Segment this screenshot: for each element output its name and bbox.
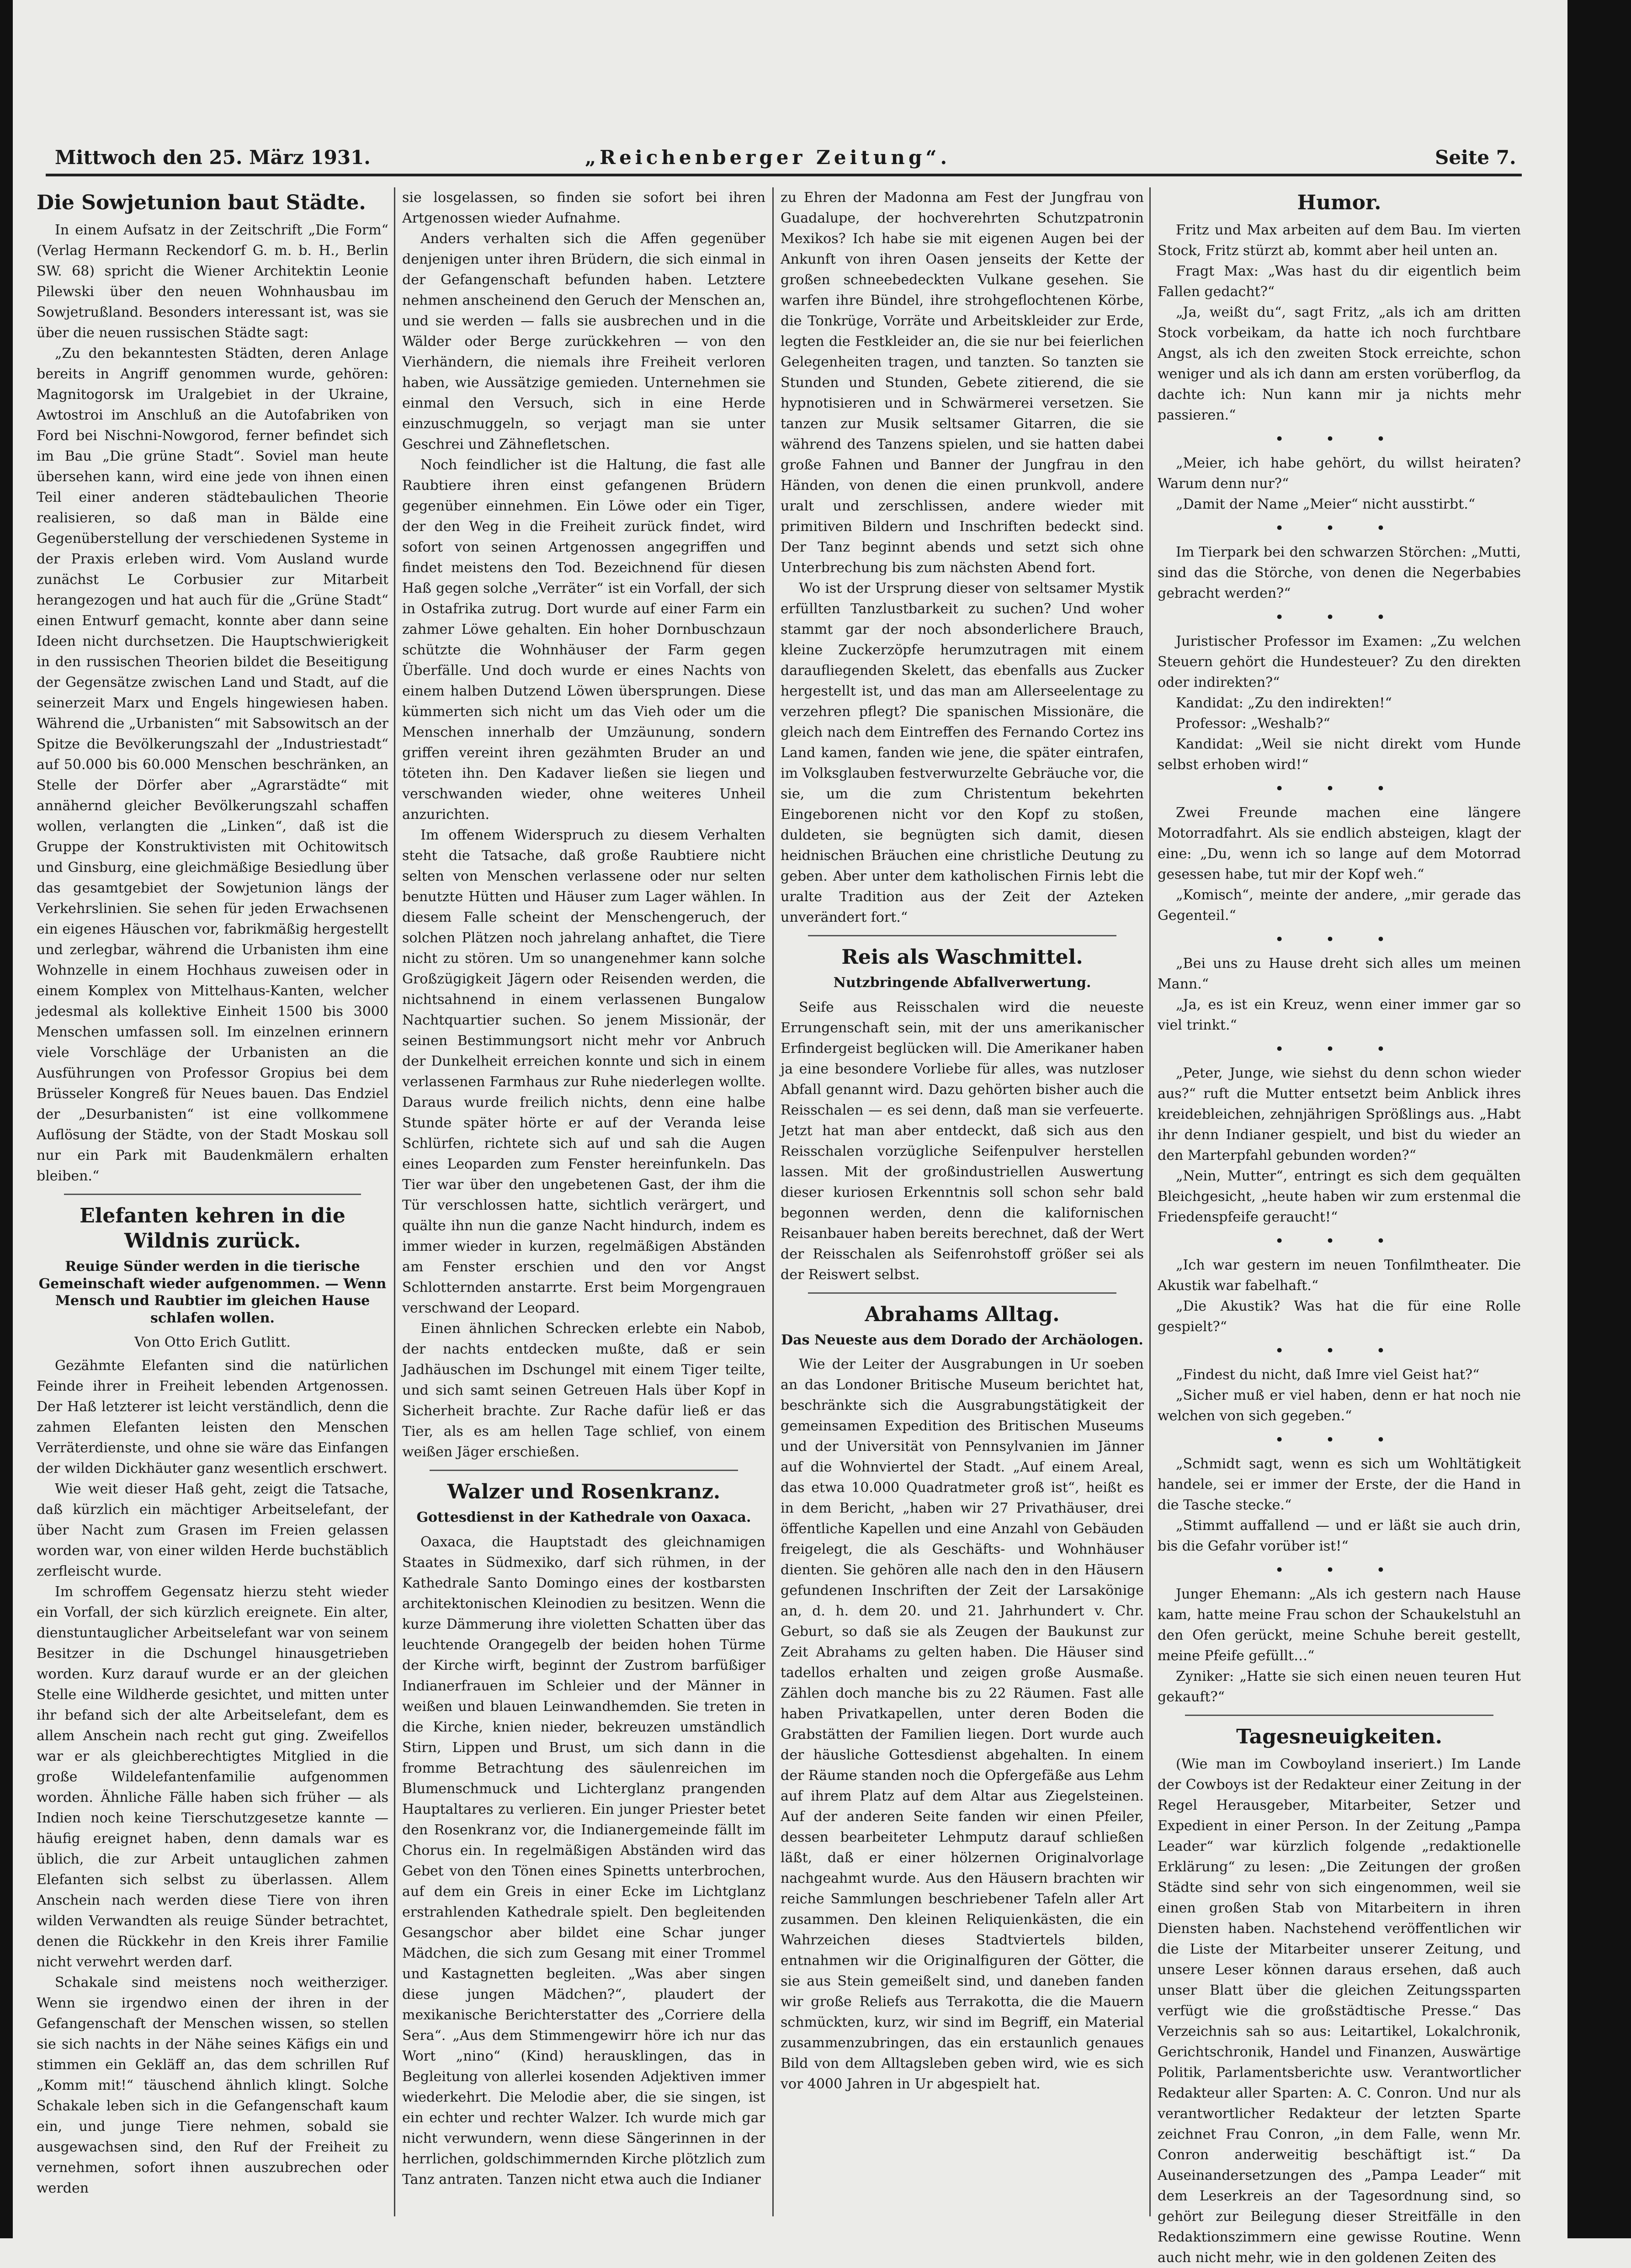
joke-line: Junger Ehemann: „Als ich gestern nach Hause kam, hatte meine Frau schon der Schaukelstuhl an den Ofen gerückt, meine Schuhe bereit gestellt, meine Pfeife gefüllt…“ bbox=[1158, 1586, 1521, 1664]
column-1 bbox=[37, 187, 388, 2216]
article-subheadline: Reuige Sünder werden in die tierische Gemeinschaft wieder aufgenommen. — Wenn Mensch und Raubtier im gleichen Hause schlafen wollen. bbox=[38, 1259, 387, 1326]
joke-line: „Stimmt auffallend — und er läßt sie auch drin, bis die Gefahr vorüber ist!“ bbox=[1158, 1518, 1521, 1554]
joke-divider: • • • bbox=[1275, 1561, 1404, 1579]
joke-line: Juristischer Professor im Examen: „Zu welchen Steuern gehört die Hundesteuer? Zu den direkten oder indirekten?“ bbox=[1158, 633, 1521, 690]
article-headline: Humor. bbox=[1297, 191, 1381, 214]
joke-divider: • • • bbox=[1275, 430, 1404, 448]
joke-divider: • • • bbox=[1275, 1232, 1404, 1250]
joke-divider: • • • bbox=[1275, 1431, 1404, 1449]
joke-line: „Komisch“, meinte der andere, „mir gerade das Gegenteil.“ bbox=[1158, 887, 1521, 924]
column-3 bbox=[781, 187, 1144, 2216]
newspaper-name: „Reichenberger Zeitung“. bbox=[585, 146, 951, 169]
issue-date: Mittwoch den 25. März 1931. bbox=[55, 146, 371, 169]
joke-line: „Ich war gestern im neuen Tonfilmtheater. Die Akustik war fabelhaft.“ bbox=[1158, 1257, 1521, 1294]
article-paragraph: Noch feindlicher ist die Haltung, die fast alle Raubtiere ihren einst gefangenen Brüdern gegenüber einnehmen. Ein Löwe oder ein Tiger, der den Weg in die Freiheit zurück findet, wird sofort von seinen Artgenossen angegriffen und findet meistens den Tod. Bezeichnend für diesen Haß gegen solche „Verräter“ ist ein Vorfall, der sich in Ostafrika zutrug. Dort wurde auf einer Farm ein zahmer Löwe gehalten. Ein hoher Dornbuschzaun schützte die Wohnhäuser der Farm gegen Überfälle. Und doch wurde er eines Nachts von einem halben Dutzend Löwen übersprungen. Diese kümmerten sich nicht um das Vieh oder um die Menschen innerhalb der Umzäunung, sondern griffen vereint ihren gezähmten Bruder an und töteten ihn. Den Kadaver ließen sie liegen und verschwanden wieder, ohne weiteres Unheil anzurichten. bbox=[402, 457, 765, 823]
article-paragraph: Oaxaca, die Hauptstadt des gleichnamigen Staates in Südmexiko, darf sich rühmen, in der Kathedrale Santo Domingo eines der kostbarsten architektonischen Kleinodien zu besitzen. Wenn die kurze Dämmerung ihre violetten Schatten über das leuchtende Orangegelb der beiden hohen Türme der Kirche wirft, beginnt der Zustrom barfüßiger Indianerfrauen im Schleier und der Männer in weißen und blauen Leinwandhemden. Sie treten in die Kirche, knien nieder, bekreuzen umständlich Stirn, Lippen und Brust, um sich dann in die fromme Betrachtung des säulenreichen im Blumenschmuck und Lichterglanz prangenden Hauptaltares zu verlieren. Ein junger Priester betet den Rosenkranz vor, die Indianergemeinde fällt im Chorus ein. In regelmäßigen Abständen wird das Gebet von den Tönen eines Spinetts unterbrochen, auf dem ein Greis in einer Ecke im Lichtglanz erstrahlenden Kathedrale spielt. Den begleitenden Gesangschor aber bildet eine Schar junger Mädchen, die sich zum Gesang mit einer Trommel und Kastagnetten begleiten. „Was aber singen diese jungen Mädchen?“, plaudert der mexikanische Berichterstatter des „Corriere della Sera“. „Aus dem Stimmengewirr höre ich nur das Wort „nino“ (Kind) herausklingen, das in Begleitung von allerlei kosenden Adjektiven immer wiederkehrt. Die Melodie aber, die sie singen, ist ein echter und rechter Walzer. Ich wurde mich gar nicht verwundern, wenn diese Sängerinnen in der herrlichen, goldschimmernden Kirche plötzlich zum Tanz antraten. Tanzen nicht etwa auch die Indianer bbox=[402, 1534, 765, 2188]
joke-line: „Ja, es ist ein Kreuz, wenn einer immer gar so viel trinkt.“ bbox=[1158, 997, 1521, 1033]
article-paragraph: Einen ähnlichen Schrecken erlebte ein Nabob, der nachts entdecken mußte, daß er sein Jadhäuschen im Dschungel mit einem Tiger teilte, und sich samt seinen Getreuen Hals über Kopf in Sicherheit brachte. Zur Rache dafür ließ er das Tier, als es am hellen Tage schlief, von einem weißen Jäger erschießen. bbox=[402, 1321, 765, 1460]
article-headline: Abrahams Alltag. bbox=[865, 1302, 1060, 1326]
article-subheadline: Nutzbringende Abfallverwertung. bbox=[833, 975, 1091, 991]
joke-divider: • • • bbox=[1275, 1342, 1404, 1360]
column-rule bbox=[1149, 187, 1151, 2216]
joke-divider: • • • bbox=[1275, 1040, 1404, 1058]
article-headline: Tagesneuigkeiten. bbox=[1236, 1725, 1442, 1748]
joke-divider: • • • bbox=[1275, 780, 1404, 798]
article-headline: Walzer und Rosenkranz. bbox=[447, 1480, 721, 1503]
article-headline: Elefanten kehren in die Wildnis zurück. bbox=[80, 1204, 345, 1253]
column-2 bbox=[402, 187, 765, 2216]
article-paragraph: (Wie man im Cowboyland inseriert.) Im Lande der Cowboys ist der Redakteur einer Zeitung in der Regel Herausgeber, Mitarbeiter, Setzer und Expedient in einer Person. In der Zeitung „Pampa Leader“ war kürzlich folgende „redaktionelle Erklärung“ zu lesen: „Die Zeitungen der großen Städte sind sehr von sich eingenommen, weil sie einen großen Stab von Mitarbeitern in ihren Diensten haben. Nachstehend veröffentlichen wir die Liste der Mitarbeiter unserer Zeitung, und unsere Leser können daraus ersehen, daß auch unser Blatt über die gleichen Zeitungssparten verfügt wie die großstädtische Presse.“ Das Verzeichnis sah so aus: Leitartikel, Lokalchronik, Gerichtschronik, Handel und Finanzen, Auswärtige Politik, Parlamentsberichte usw. Verantwortlicher Redakteur aller Sparten: A. C. Conron. Und nur als verantwortlicher Redakteur der letzten Sparte zeichnet Frau Conron, „in dem Falle, wenn Mr. Conron anderweitig beschäftigt ist.“ Da Auseinandersetzungen des „Pampa Leader“ mit dem Leserkreis an der Tagesordnung sind, so gehört zur Beilegung dieser Streitfälle in den Redaktionszimmern eine gewisse Routine. Wenn auch nicht mehr, wie in den goldenen Zeiten des bbox=[1158, 1756, 1521, 2266]
joke-line: „Peter, Junge, wie siehst du denn schon wieder aus?“ ruft die Mutter entsetzt beim Anblick ihres kreidebleichen, zehnjährigen Sprößlings aus. „Habt ihr denn Indianer gespielt, und bist du wieder an den Marterpfahl gebunden worden?“ bbox=[1158, 1065, 1521, 1163]
article-paragraph: Gezähmte Elefanten sind die natürlichen Feinde ihrer in Freiheit lebenden Artgenossen. Der Haß letzterer ist leicht verständlich, denn die zahmen Elefanten leisten den Menschen Verräterdienste, und ohne sie wäre das Einfangen der wilden Dickhäuter ganz wesentlich erschwert. bbox=[37, 1358, 388, 1477]
article-paragraph: sie losgelassen, so finden sie sofort bei ihren Artgenossen wieder Aufnahme. bbox=[402, 190, 765, 226]
column-rule bbox=[394, 187, 395, 2216]
article-paragraph: Im offenem Widerspruch zu diesem Verhalten steht die Tatsache, daß große Raubtiere nicht selten von Menschen verlassene oder nur selten benutzte Hütten und Häuser zum Lager wählen. In diesem Falle scheint der Menschengeruch, der solchen Plätzen noch jahrelang anhaftet, die Tiere nicht zu stören. Um so unangenehmer kann solche Großzügigkeit Jägern oder Reisenden werden, die nichtsahnend in einem verlassenen Bungalow Nachtquartier suchen. So jenem Missionär, der seinen Bestimmungsort nicht mehr vor Anbruch der Dunkelheit erreichen konnte und sich in einem verlassenen Farmhaus zur Ruhe niederlegen wollte. Daraus wurde freilich nichts, denn eine halbe Stunde später hörte er auf der Veranda leise Schlürfen, richtete sich auf und sah die Augen eines Leoparden zum Fenster hereinfunkeln. Das Tier war über den ungebetenen Gast, der ihm die Tür verschlossen hatte, sichtlich verärgert, und quälte ihn nun die ganze Nacht hindurch, indem es immer wieder in kurzen, regelmäßigen Abständen am Fenster erschien und den vor Angst Schlotternden anstarrte. Erst beim Morgengrauen verschwand der Leopard. bbox=[402, 827, 765, 1316]
joke-line: „Die Akustik? Was hat die für eine Rolle gespielt?“ bbox=[1158, 1298, 1521, 1335]
joke-line: „Sicher muß er viel haben, denn er hat noch nie welchen von sich gegeben.“ bbox=[1158, 1387, 1521, 1424]
joke-line: Zyniker: „Hatte sie sich einen neuen teuren Hut gekauft?“ bbox=[1158, 1668, 1521, 1705]
joke-line: „Nein, Mutter“, entringt es sich dem gequälten Bleichgesicht, „heute haben wir zum erstenmal die Friedenspfeife geraucht!“ bbox=[1158, 1168, 1521, 1225]
joke-line: Im Tierpark bei den schwarzen Störchen: „Mutti, sind das die Störche, von denen die Negerbabies gebracht werden?“ bbox=[1158, 544, 1521, 601]
joke-line: „Bei uns zu Hause dreht sich alles um meinen Mann.“ bbox=[1158, 956, 1521, 992]
article-separator bbox=[64, 1194, 361, 1195]
page-number: Seite 7. bbox=[1435, 146, 1516, 169]
joke-line: Fritz und Max arbeiten auf dem Bau. Im vierten Stock, Fritz stürzt ab, kommt aber heil unten an. bbox=[1158, 222, 1521, 259]
article-separator bbox=[1185, 1715, 1493, 1716]
joke-line: Professor: „Weshalb?“ bbox=[1176, 716, 1330, 732]
article-paragraph: Im schroffem Gegensatz hierzu steht wieder ein Vorfall, der sich kürzlich ereignete. Ein alter, dienstuntauglicher Arbeitselefant war von seinem Besitzer in die Dschungel hinausgetrieben worden. Kurz darauf wurde er an der gleichen Stelle eine Wildherde gesichtet, und mitten unter ihr befand sich der alte Arbeitselefant, dem es allem Anschein nach recht gut ging. Zweifellos war er als gleichberechtigtes Mitglied in die große Wildelefantenfamilie aufgenommen worden. Ähnliche Fälle haben sich früher — als Indien noch keine Tierschutzgesetze kannte — häufig ereignet haben, denn damals war es üblich, die zur Arbeit untauglichen zahmen Elefanten sich selbst zu überlassen. Allem Anschein nach werden diese Tiere von ihren wilden Verwandten als reuige Sünder betrachtet, denen die Rückkehr in den Kreis ihrer Familie nicht verwehrt werden darf. bbox=[37, 1584, 388, 1970]
joke-line: Kandidat: „Weil sie nicht direkt vom Hunde selbst erhoben wird!“ bbox=[1158, 736, 1521, 773]
article-separator bbox=[808, 935, 1116, 936]
header-rule bbox=[46, 174, 1522, 176]
article-separator bbox=[808, 1292, 1116, 1294]
article-headline: Die Sowjetunion baut Städte. bbox=[37, 191, 366, 214]
article-paragraph: Wie weit dieser Haß geht, zeigt die Tatsache, daß kürzlich ein mächtiger Arbeitselefant, der über Nacht zum Grasen im Freien gelassen worden war, von einer wilden Herde buchstäblich zerfleischt wurde. bbox=[37, 1481, 388, 1579]
joke-line: „Findest du nicht, daß Imre viel Geist hat?“ bbox=[1176, 1367, 1480, 1383]
joke-line: „Damit der Name „Meier“ nicht ausstirbt.“ bbox=[1176, 496, 1476, 512]
article-subheadline: Gottesdienst in der Kathedrale von Oaxaca. bbox=[416, 1509, 751, 1525]
article-subheadline: Das Neueste aus dem Dorado der Archäologen. bbox=[781, 1332, 1143, 1348]
joke-line: Kandidat: „Zu den indirekten!“ bbox=[1176, 695, 1392, 711]
scan-edge-right bbox=[1567, 0, 1631, 2238]
article-paragraph: Seife aus Reisschalen wird die neueste Errungenschaft sein, mit der uns amerikanischer Erfindergeist beglücken will. Die Amerikaner haben ja eine besondere Vorliebe für alles, was nutzloser Abfall genannt wird. Dazu gehörten bisher auch die Reisschalen — es sei denn, daß man sie verfeuerte. Jetzt hat man aber entdeckt, daß sich aus den Reisschalen vorzügliche Seifenpulver herstellen lassen. Mit der großindustriellen Auswertung dieser kuriosen Erkenntnis soll schon sehr bald begonnen werden, denn die kalifornischen Reisanbauer haben bereits berechnet, daß der Wert der Reisschalen als Seifenrohstoff größer sei als der Reiswert selbst. bbox=[781, 999, 1144, 1283]
joke-line: Zwei Freunde machen eine längere Motorradfahrt. Als sie endlich absteigen, klagt der eine: „Du, wenn ich so lange auf dem Motorrad gesessen habe, tut mir der Kopf weh.“ bbox=[1158, 805, 1521, 882]
joke-divider: • • • bbox=[1275, 519, 1404, 537]
joke-divider: • • • bbox=[1275, 608, 1404, 627]
article-paragraph: Anders verhalten sich die Affen gegenüber denjenigen unter ihren Brüdern, die sich einmal in der Gefangenschaft befunden haben. Letztere nehmen anscheinend den Geruch der Menschen an, und sie werden — falls sie ausbrechen und in die Wälder oder Berge zurückkehren — von den Vierhändern, die niemals ihre Freiheit verloren haben, wie Aussätzige gemieden. Unternehmen sie einmal den Versuch, sich in eine Herde einzuschmuggeln, so verjagt man sie unter Geschrei und Zähnefletschen. bbox=[402, 231, 765, 452]
column-4 bbox=[1158, 187, 1521, 2266]
joke-line: „Ja, weißt du“, sagt Fritz, „als ich am dritten Stock vorbeikam, da hatte ich noch furchtbare Angst, als ich den zweiten Stock erreichte, schon weniger und als ich dann am ersten vorüberflog, da dachte ich: Nun kann mir ja nichts mehr passieren.“ bbox=[1158, 304, 1521, 423]
joke-line: „Schmidt sagt, wenn es sich um Wohltätigkeit handele, sei er immer der Erste, der die Hand in die Tasche stecke.“ bbox=[1158, 1456, 1521, 1513]
article-paragraph: Wie der Leiter der Ausgrabungen in Ur soeben an das Londoner Britische Museum berichtet hat, beschränkte sich die Ausgrabungstätigkeit der gemeinsamen Expedition des Britischen Museums und der Universität von Pennsylvanien im Jänner auf die Wohnviertel der Stadt. „Auf einem Areal, das etwa 10.000 Quadratmeter groß ist“, heißt es in dem Bericht, „haben wir 27 Privathäuser, drei öffentliche Kapellen und eine Anzahl von Gebäuden freigelegt, die als Geschäfts- und Wohnhäuser dienten. Sie gehören alle nach den in den Häusern gefundenen Inschriften der Zeit der Larsakönige an, d. h. dem 20. und 21. Jahrhundert v. Chr. Geburt, so daß sie als Zeugen der Baukunst zur Zeit Abrahams zu gelten haben. Die Häuser sind tadellos erhalten und zeigen große Ausmaße. Zählen doch manche bis zu 22 Räumen. Fast alle haben Privatkapellen, unter deren Boden die Grabstätten der Familien liegen. Dort wurde auch der häusliche Gottesdienst abgehalten. In einem der Räume standen noch die Opfergefäße aus Lehm auf ihrem Platz auf dem Altar aus Ziegelsteinen. Auf der anderen Seite fanden wir einen Pfeiler, dessen bearbeiteter Lehmputz darauf schließen läßt, daß er einer hölzernen Originalvorlage nachgeahmt wurde. Aus den Häusern brachten wir reiche Sammlungen beschriebener Tafeln aller Art zusammen. Den kleinen Reliquienkästen, die ein Wahrzeichen dieses Stadtviertels bilden, entnahmen wir die Originalfiguren der Götter, die sie aus Stein gemeißelt sind, und daneben fanden wir große Reliefs aus Terrakotta, die die Mauern schmückten, kurz, wir sind im Begriff, ein Material zusammenzubringen, das ein erstaunlich genaues Bild von dem Alltagsleben geben wird, wie es sich vor 4000 Jahren in Ur abgespielt hat. bbox=[781, 1356, 1144, 2092]
article-headline: Reis als Waschmittel. bbox=[841, 945, 1083, 969]
joke-line: „Meier, ich habe gehört, du willst heiraten? Warum denn nur?“ bbox=[1158, 455, 1521, 492]
joke-divider: • • • bbox=[1275, 930, 1404, 949]
article-byline: Von Otto Erich Gutlitt. bbox=[134, 1334, 291, 1350]
column-rule bbox=[772, 187, 774, 2216]
scan-edge-left bbox=[0, 0, 13, 2238]
article-paragraph: „Zu den bekanntesten Städten, deren Anlage bereits in Angriff genommen wurde, gehören: Magnitogorsk im Uralgebiet in der Ukraine, Awtostroi im Anschluß an die Autofabriken von Ford bei Nischni-Nowgorod, ferner befindet sich im Bau „Die grüne Stadt“. Soviel man heute übersehen kann, wird eine jede von ihnen einen Teil einer anderen städtebaulichen Theorie realisieren, so daß man in Bälde eine Gegenüberstellung der verschiedenen Systeme in der Praxis erleben wird. Vom Ausland wurde zunächst Le Corbusier zur Mitarbeit herangezogen und hat auch für die „Grüne Stadt“ einen Entwurf gemacht, konnte aber dann seine Ideen nicht durchsetzen. Die Hauptschwierigkeit in den russischen Theorien bildet die Beseitigung der Gegensätze zwischen Land und Stadt, auf die seinerzeit Marx und Engels hingewiesen haben. Während die „Urbanisten“ mit Sabsowitsch an der Spitze die Bevölkerungszahl der „Industriestadt“ auf 50.000 bis 60.000 Menschen beschränken, an Stelle der Dörfer aber „Agrarstädte“ mit annähernd gleicher Bevölkerungszahl schaffen wollen, verlangten die „Linken“, daß ist die Gruppe der Konstruktivisten mit Ochitowitsch und Ginsburg, eine gleichmäßige Besiedlung über das gesamtgebiet der Sowjetunion längs der Verkehrslinien. Sie sehen für jeden Erwachsenen ein eigenes Häuschen vor, fabrikmäßig hergestellt und zerlegbar, während die Urbanisten ihm eine Wohnzelle in einem Hochhaus zuweisen oder in einem Komplex von Mittelhaus-Kanten, welcher jedesmal als kollektive Einheit 1500 bis 3000 Menschen umfassen soll. Im einzelnen erinnern viele Vorschläge der Urbanisten an die Ausführungen von Professor Gropius bei dem Brüsseler Kongreß für Neues bauen. Das Endziel der „Desurbanisten“ ist eine vollkommene Auflösung der Städte, von der Stadt Moskau soll nur ein Park mit Baudenkmälern erhalten bleiben.“ bbox=[37, 345, 388, 1184]
article-paragraph: In einem Aufsatz in der Zeitschrift „Die Form“ (Verlag Hermann Reckendorf G. m. b. H., Berlin SW. 68) spricht die Wiener Architektin Leonie Pilewski über den neuen Wohnhausbau im Sowjetrußland. Besonders interessant ist, was sie über die neuen russischen Städte sagt: bbox=[37, 222, 388, 341]
article-paragraph: Schakale sind meistens noch weitherziger. Wenn sie irgendwo einen der ihren in der Gefangenschaft der Menschen wissen, so stellen sie sich nachts in der Nähe seines Käfigs ein und stimmen ein Gekläff an, das dem schrillen Ruf „Komm mit!“ täuschend ähnlich klingt. Solche Schakale leben sich in die Gefangenschaft kaum ein, und junge Tiere nehmen, sobald sie ausgewachsen sind, den Ruf der Freiheit zu vernehmen, sofort ihnen auszubrechen oder werden bbox=[37, 1975, 388, 2196]
page-header bbox=[46, 146, 1522, 174]
joke-line: Fragt Max: „Was hast du dir eigentlich beim Fallen gedacht?“ bbox=[1158, 263, 1521, 300]
article-paragraph: zu Ehren der Madonna am Fest der Jungfrau von Guadalupe, der hochverehrten Schutzpatronin Mexikos? Ich habe sie mit eigenen Augen bei der Ankunft von ihren Oasen jenseits der Kette der großen schneebedeckten Vulkane gesehen. Sie warfen ihre Bündel, ihre strohgeflochtenen Körbe, die Tonkrüge, Vorräte und Arbeitskleider zur Erde, legten die Festkleider an, die sie nur bei feierlichen Gelegenheiten tragen, und tanzten. So tanzten sie Stunden und Stunden, Gebete zitierend, die sie hypnotisieren und in Schwärmerei versetzen. Sie tanzen zur Musik seltsamer Gitarren, die sie während des Tanzens spielen, und sie hatten dabei große Fahnen und Banner der Jungfrau in den Händen, von denen die einen prunkvoll, andere uralt und zerschlissen, andere wieder mit primitiven Bildern und Inschriften bedeckt sind. Der Tanz beginnt abends und setzt sich ohne Unterbrechung bis zum nächsten Abend fort. bbox=[781, 190, 1144, 576]
article-separator bbox=[430, 1470, 738, 1471]
newspaper-page bbox=[23, 0, 1567, 2266]
article-paragraph: Wo ist der Ursprung dieser von seltsamer Mystik erfüllten Tanzlustbarkeit zu suchen? Und woher stammt gar der noch absonderlichere Brauch, kleine Zuckerzöpfe herumzutragen mit einem daraufliegenden Skelett, das ebenfalls aus Zucker hergestellt ist, und das man am Allerseelentage zu verzehren pflegt? Die spanischen Missionäre, die gleich nach dem Eintreffen des Fernando Cortez ins Land kamen, fanden wie jene, die später eintrafen, im Volksglauben festverwurzelte Gebräuche vor, die sie, um die zum Christentum bekehrten Eingeborenen nicht vor den Kopf zu stoßen, duldeten, sie begnügten sich damit, diesen heidnischen Bräuchen eine christliche Deutung zu geben. Aber unter dem katholischen Firnis lebt die uralte Tradition aus der Zeit der Azteken unverändert fort.“ bbox=[781, 580, 1144, 925]
